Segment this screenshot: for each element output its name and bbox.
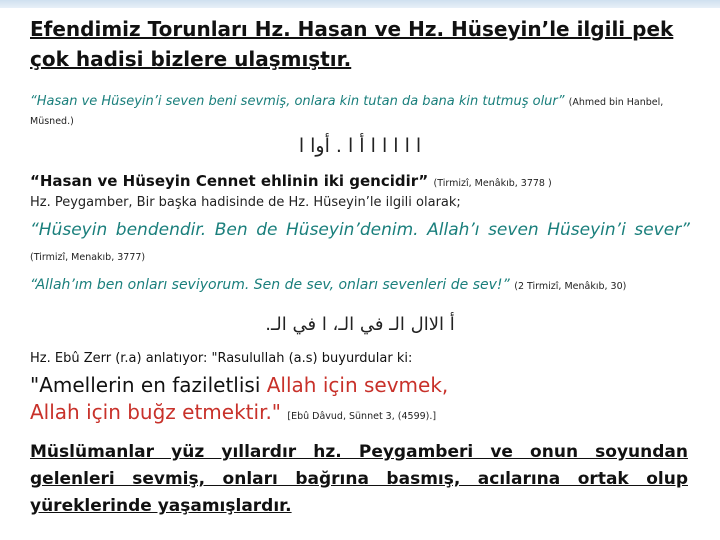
hadith-part-1: "Amellerin en faziletlisi <box>30 373 267 397</box>
hadith-quote-3 <box>30 218 690 270</box>
hadith-quote-4 <box>30 275 690 297</box>
closing-text: Müslümanlar yüz yıllardır hz. Peygamberi ve onun soyundan gelenleri sevmiş, onları bağrına basmış, acılarına ortak olup <box>30 442 688 489</box>
quote-1-text: “Hasan ve Hüseyin’i seven beni sevmiş, onlara kin tutan da bana kin tutmuş olur” <box>30 94 565 109</box>
quote-2-text: “Hasan ve Hüseyin Cennet ehlinin iki gencidir” <box>30 172 429 190</box>
slide-title: Efendimiz Torunları Hz. Hasan ve Hz. Hüseyin’le ilgili pek çok hadisi bizlere ulaşmıştır. <box>30 17 674 71</box>
hadith-part-3: Allah için buğz etmektir." <box>30 400 282 424</box>
narration-line: Hz. Ebû Zerr (r.a) anlatıyor: "Rasulullah (a.s) buyurdular ki: <box>30 351 413 366</box>
quote-4-text: “Allah’ım ben onları seviyorum. Sen de sev, onları sevenleri de sev!” <box>30 277 510 293</box>
hadith-part-2: Allah için sevmek, <box>266 373 449 397</box>
hadith-source: [Ebû Dâvud, Sünnet 3, (4599).] <box>287 411 437 422</box>
closing-paragraph <box>30 439 688 520</box>
quote-4-source: (2 Tirmizî, Menâkıb, 30) <box>514 281 627 292</box>
quote-3-source: (Tirmizî, Menakıb, 3777) <box>30 252 146 263</box>
hadith-main <box>30 372 695 430</box>
hadith-quote-1 <box>30 93 695 131</box>
top-band <box>0 0 720 8</box>
hadith-quote-2 <box>30 170 695 195</box>
intro-line: Hz. Peygamber, Bir başka hadisinde de Hz. Hüseyin’le ilgili olarak; <box>30 195 461 210</box>
closing-last: yüreklerinde yaşamışlardır. <box>30 496 292 516</box>
quote-1-source: (Ahmed bin Hanbel, Müsned.) <box>30 97 664 127</box>
quote-3-text: “Hüseyin benden​dir. Ben de Hüseyin’denim. Allah’ı seven Hüseyin’i sever” <box>30 220 690 240</box>
arabic-text-2: أ الاال الـ في الـ، ا في الـ. <box>265 314 455 335</box>
arabic-text-1: ا ا ا ا ا أ ا . أوا ا <box>298 135 422 157</box>
quote-2-source: (Tirmizî, Menâkıb, 3778 ) <box>433 178 552 189</box>
